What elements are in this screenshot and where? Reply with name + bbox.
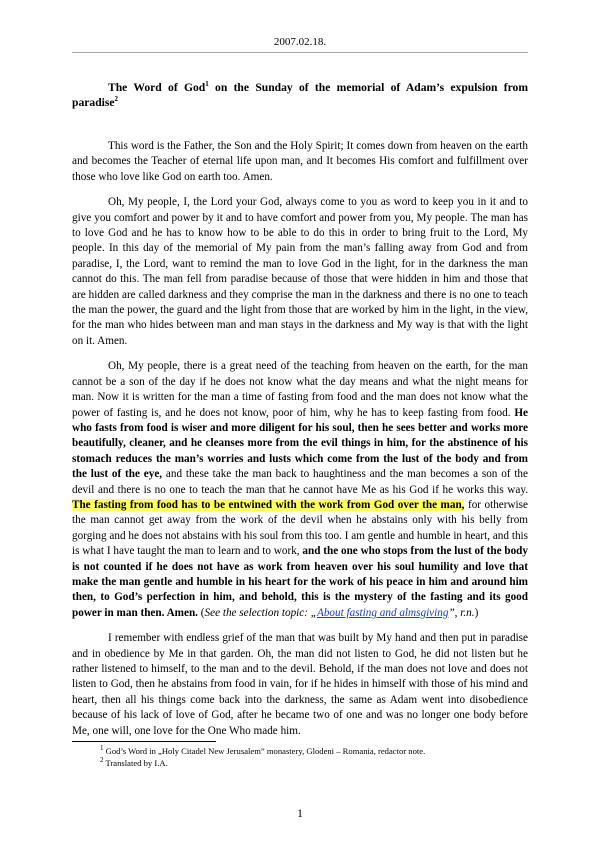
page-header-date: 2007.02.18. [273, 36, 327, 48]
page-number: 1 [297, 806, 303, 820]
title-part-1: The Word of God [108, 81, 206, 94]
footnote-ref-1[interactable]: 1 [205, 80, 209, 89]
paragraph-3-text-c: and these take the man back to haughtiness and the man becomes a son of the devil and there is no one to teach the man that he cannot have Me as his God if he works this way. [72, 468, 528, 496]
paragraph-3-bold-f: and the one who stops from the lust of the body is not counted if he does not have as work from heaven over his soul humility and love that make the man gentle and humble in his heart for the work of his peace in him and around him then, to God’s perfection in him, and behold, this is the mystery of the fasting and its good power in man then. Amen. [72, 545, 528, 619]
selection-topic-link[interactable]: About fasting and almsgiving [316, 606, 449, 619]
paragraph-3-text-e: for otherwise the man cannot get away from the work of the devil when he abstains only with his belly from gorging and he does not abstains with his soul from this too. I am gentle and humble in heart, and this is what I have taught the man to learn and to work, [72, 498, 528, 558]
paragraph-3-text-a: Oh, My people, there is a great need of the teaching from heaven on the earth, for the man cannot be a son of the day if he does not know what the day means and what the night means for man. Now it is written for the man a time of fasting from food and the man does not know what the power of fasting is, and he does not know, poor of him, why he has to keep fasting from food. [72, 360, 528, 419]
paragraph-3 [72, 359, 528, 621]
paragraph-3-bold-a: He who fasts from food is wiser and more diligent for his soul, then he sees better and works more beautifully, cleaner, and he cleanses more from the evil things in him, for the abstinence of his stomach reduces the man’s worries and lusts which come from the lust of the body and from the lust of the eye, [72, 406, 528, 481]
paragraph-4: I remember with endless grief of the man that was built by My hand and then put in paradise and in obedience by Me in that garden. Oh, the man did not listen to God, he did not listen but he rather listened to himself, to the man and to the devil. Behold, if the man does not love and does not listen to God, then he abstains from food in vain, for if he hides in himself with those of his mind and heart, then all his things come back into the darkness, the same as Adam went into disobedience because of his lack of love of God, after he became two of one and was no longer one body before Me, one will, one love for the One Who made him. [72, 632, 528, 737]
footnote-1 [100, 746, 530, 758]
footnote-divider [72, 741, 216, 742]
paragraph-1: This word is the Father, the Son and the Holy Spirit; It comes down from heaven on the earth and becomes the Teacher of eternal life upon man, and It becomes His comfort and fulfillment over those who love like God on earth too. Amen. [72, 140, 528, 183]
paragraph-3-text-g: ( [197, 606, 205, 619]
selection-topic-suffix: ”, r.n. [448, 606, 475, 619]
footnote-2 [100, 755, 530, 770]
header-divider [72, 52, 528, 53]
footnote-2-text: Translated by I.A. [103, 757, 168, 768]
highlighted-text: The fasting from food has to be entwined with the work from God over the man, [72, 498, 465, 511]
footnote-ref-2[interactable]: 2 [114, 95, 119, 104]
selection-topic-prefix: See the selection topic: „ [204, 606, 317, 619]
footnote-2-number: 2 [100, 755, 104, 764]
footnotes [100, 746, 530, 769]
footnote-1-text: God’s Word in „Holy Citadel New Jerusalem” monastery, Glodeni – Romania, redactor note. [103, 746, 426, 756]
title-part-2: on the Sunday of the memorial of Adam’s expulsion from paradise [72, 81, 528, 109]
paragraph-2: Oh, My people, I, the Lord your God, always come to you as word to keep you in it and to give you comfort and power by it and to have comfort and power from you, My people. The man has to love God and he has to know how to be able to do this in order to bring fruit to the Lord, My people. In this day of the memorial of My pain from the man’s falling away from God and from paradise, I, the Lord, want to remind the man to love God in the light, for in the darkness the man cannot do this. The man fell from paradise because of those that were hidden in him and those that are hidden are called darkness and they comprise the man in the darkness and there is no one to teach the man the power, the guard and the light from those that are worked by him in the light, in the view, for the man who hides between man and man stays in the darkness and My way is that with the light on it. Amen. [72, 196, 528, 347]
paragraph-3-text-j: ) [474, 606, 479, 619]
footnote-1-number: 1 [100, 744, 104, 753]
document-body [72, 139, 528, 749]
document-title [72, 80, 528, 110]
